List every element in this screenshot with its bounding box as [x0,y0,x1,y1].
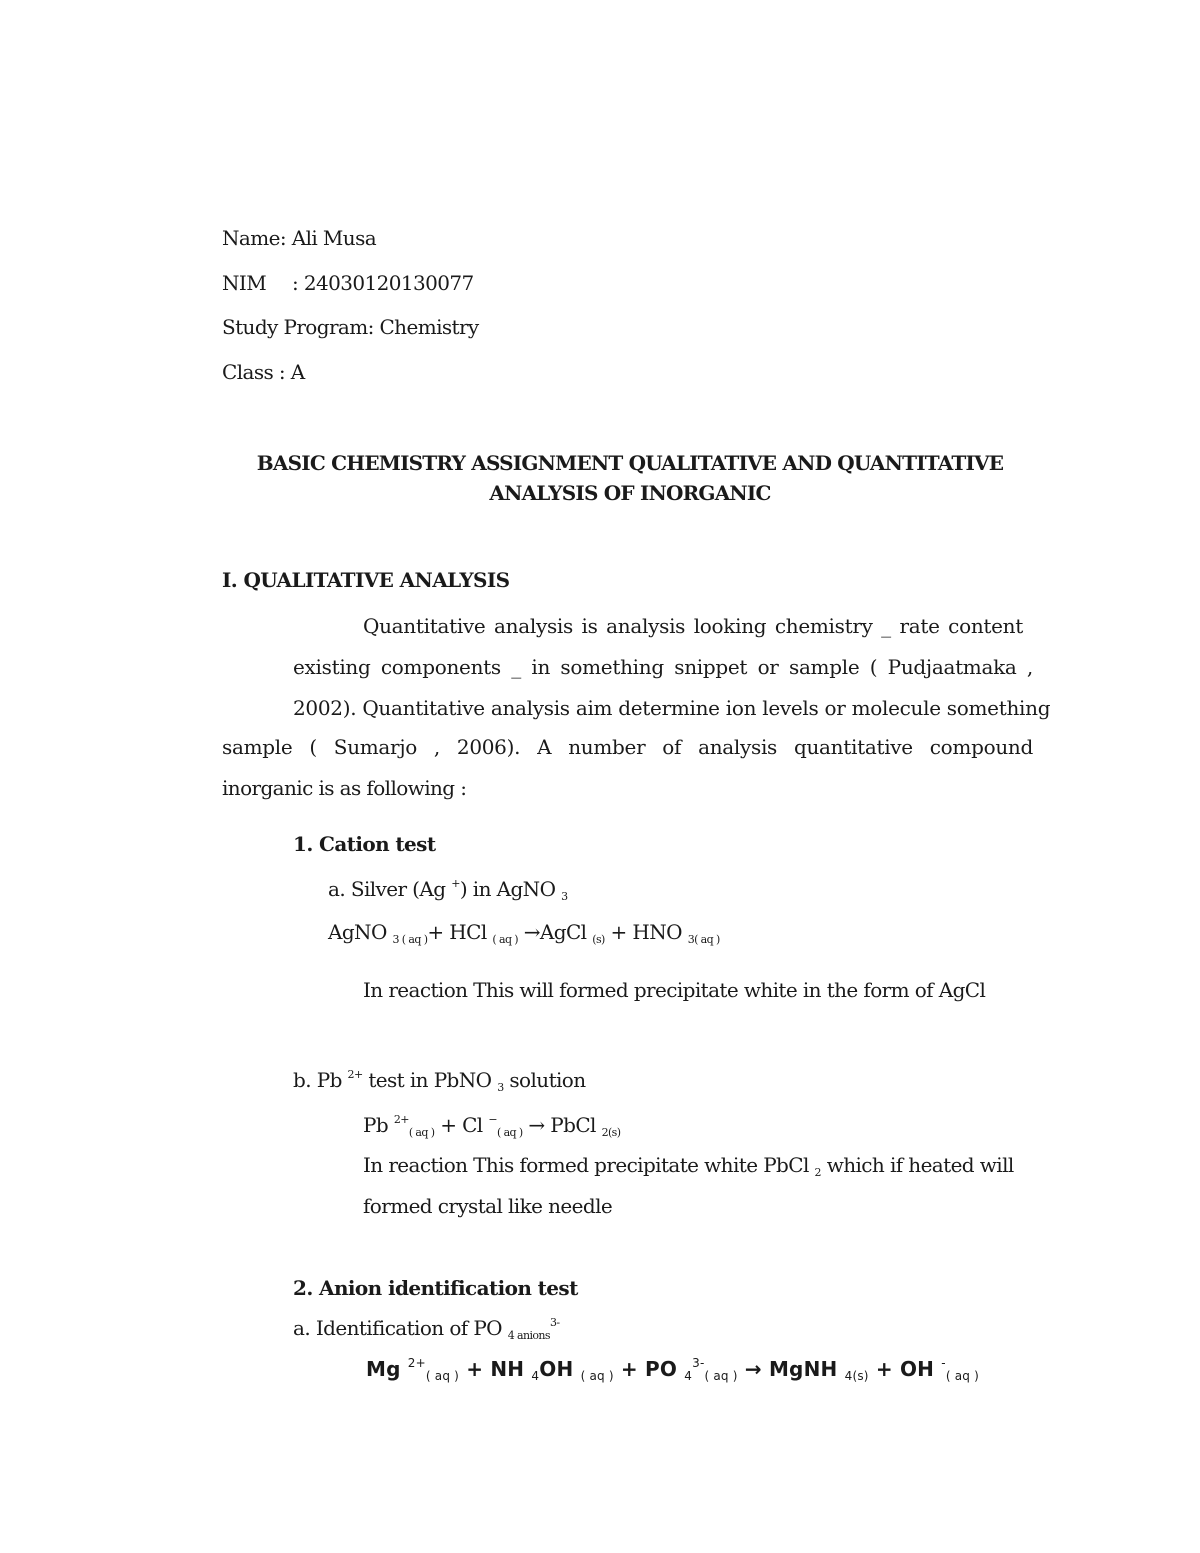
study-program: Study Program: Chemistry [222,315,479,339]
nim-value: : 24030120130077 [292,271,474,295]
silver-test-label: a. Silver (Ag +) in AgNO $_3$ [328,877,568,903]
paragraph-line-3: 2002). Quantitative analysis aim determine ion levels or molecule something [293,696,1051,720]
phosphate-test-label: a. Identification of PO $_{4 anions}^{3-}$ [293,1316,560,1342]
paragraph-line-4: sample ( Sumarjo , 2006). A number of analysis quantitative compound [222,735,1033,759]
lead-reaction-equation: Pb $^{2+}_{( aq )}$ + Cl −$_{( aq )}$ → PbCl $_{2(s)}$ [363,1113,621,1139]
section-heading-qualitative: I. QUALITATIVE ANALYSIS [222,568,510,592]
class: Class : A [222,360,305,384]
lead-test-label: b. Pb $^{2+}$ test in PbNO $_3$ solution [293,1068,586,1094]
lead-reaction-note-line2: formed crystal like needle [363,1194,613,1218]
nim-label: NIM [222,271,267,295]
lead-reaction-note: In reaction This formed precipitate white PbCl $_2$ which if heated will [363,1153,1014,1179]
document-title-line1: BASIC CHEMISTRY ASSIGNMENT QUALITATIVE AND QUANTITATIVE [256,451,1004,475]
silver-reaction-note: In reaction This will formed precipitate white in the form of AgCl [363,978,986,1002]
paragraph-line-2: existing components _ in something snippet or sample ( Pudjaatmaka , [293,655,1033,679]
paragraph-line-1: Quantitative analysis is analysis looking chemistry _ rate content [363,614,1023,638]
silver-reaction-equation: AgNO $_{3 ( aq )}$+ HCl $_{( aq )}$ →AgCl $_{(s)}$ + HNO $_{3( aq )}$ [328,920,720,946]
anion-test-heading: 2. Anion identification test [293,1276,578,1300]
paragraph-line-5: inorganic is as following : [222,776,467,800]
student-name: Name: Ali Musa [222,226,377,250]
document-title-line2: ANALYSIS OF INORGANIC [489,481,771,505]
phosphate-reaction-equation: Mg $^{2+}_{( aq )}$ + NH $_4$OH $_{( aq )}$ + PO $_4^{3-}_{( aq )}$ → MgNH $_{4(s)}$ + OH -$_{( aq )}$ [366,1356,979,1383]
cation-test-heading: 1. Cation test [293,832,436,856]
